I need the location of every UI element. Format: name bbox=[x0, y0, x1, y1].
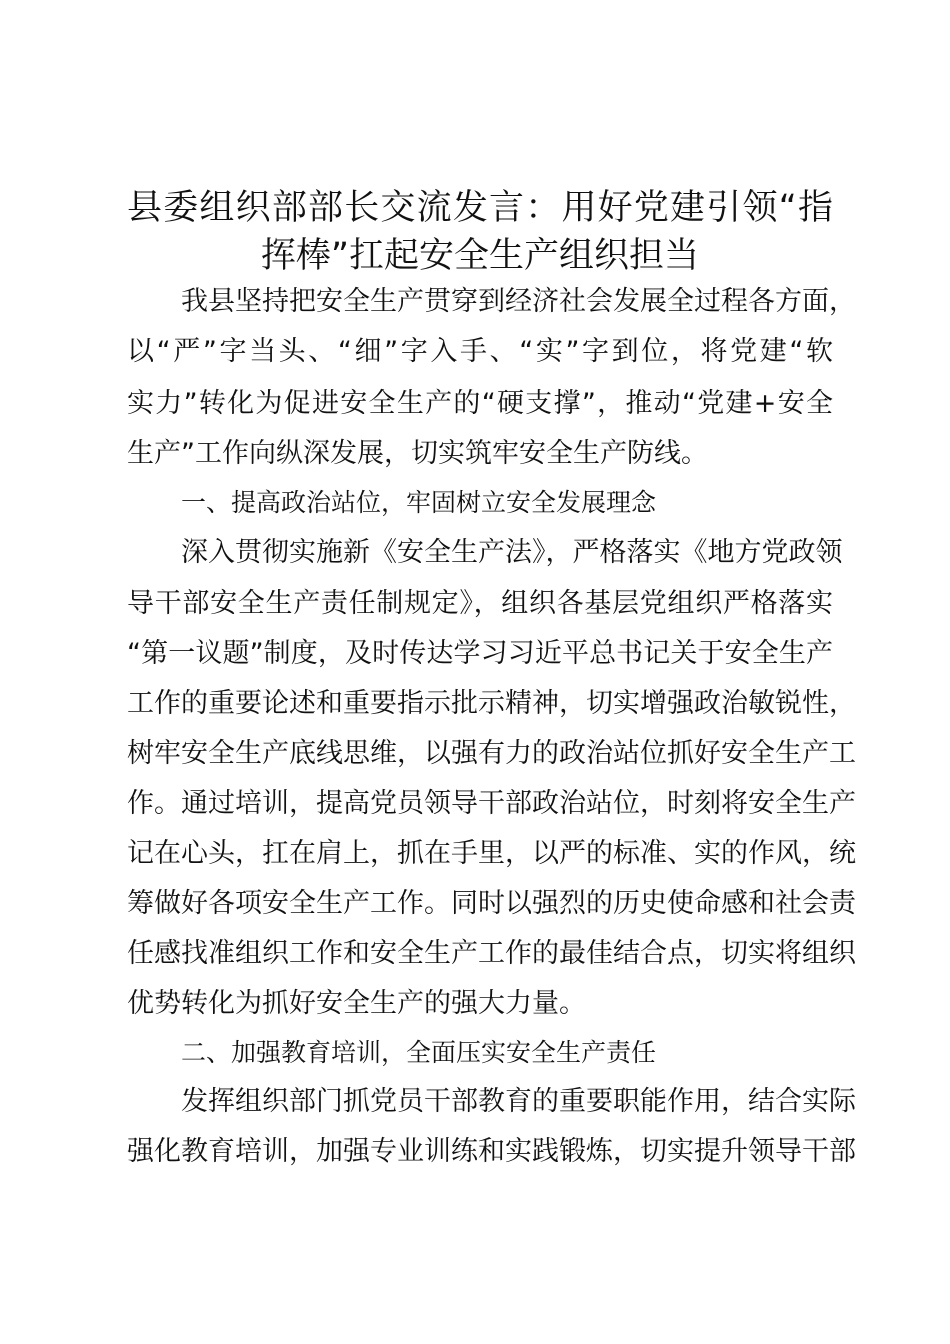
paragraph-line: 强化教育培训，加强专业训练和实践锻炼，切实提升领导干部 bbox=[127, 1136, 856, 1167]
document-title-line-1: 县委组织部部长交流发言：用好党建引领“指 bbox=[127, 188, 833, 228]
paragraph-line: 任感找准组织工作和安全生产工作的最佳结合点，切实将组织 bbox=[127, 938, 856, 969]
paragraph-line: 导干部安全生产责任制规定》，组织各基层党组织严格落实 bbox=[127, 588, 833, 619]
document-title-line-2: 挥棒”扛起安全生产组织担当 bbox=[260, 236, 700, 276]
paragraph-line: 我县坚持把安全生产贯穿到经济社会发展全过程各方面， bbox=[181, 286, 856, 317]
paragraph-line: 记在心头，扛在肩上，抓在手里，以严的标准、实的作风，统 bbox=[127, 838, 856, 869]
paragraph-line: 优势转化为抓好安全生产的强大力量。 bbox=[127, 988, 586, 1019]
paragraph-line: 实力”转化为促进安全生产的“硬支撑”，推动“党建+安全 bbox=[127, 388, 833, 419]
paragraph-line: 以“严”字当头、“细”字入手、“实”字到位，将党建“软 bbox=[127, 336, 833, 367]
paragraph-line: 生产”工作向纵深发展，切实筑牢安全生产防线。 bbox=[127, 438, 708, 469]
section-heading-2: 二、加强教育培训，全面压实安全生产责任 bbox=[181, 1038, 657, 1067]
paragraph-line: “第一议题”制度，及时传达学习习近平总书记关于安全生产 bbox=[127, 638, 833, 669]
paragraph-line: 作。通过培训，提高党员领导干部政治站位，时刻将安全生产 bbox=[127, 788, 856, 819]
paragraph-line: 工作的重要论述和重要指示批示精神，切实增强政治敏锐性， bbox=[127, 688, 856, 719]
section-heading-1: 一、提高政治站位，牢固树立安全发展理念 bbox=[181, 488, 657, 517]
paragraph-line: 筹做好各项安全生产工作。同时以强烈的历史使命感和社会责 bbox=[127, 888, 856, 919]
paragraph-line: 发挥组织部门抓党员干部教育的重要职能作用，结合实际 bbox=[181, 1086, 856, 1117]
paragraph-line: 深入贯彻实施新《安全生产法》，严格落实《地方党政领 bbox=[181, 537, 843, 568]
paragraph-line: 树牢安全生产底线思维，以强有力的政治站位抓好安全生产工 bbox=[127, 738, 856, 769]
